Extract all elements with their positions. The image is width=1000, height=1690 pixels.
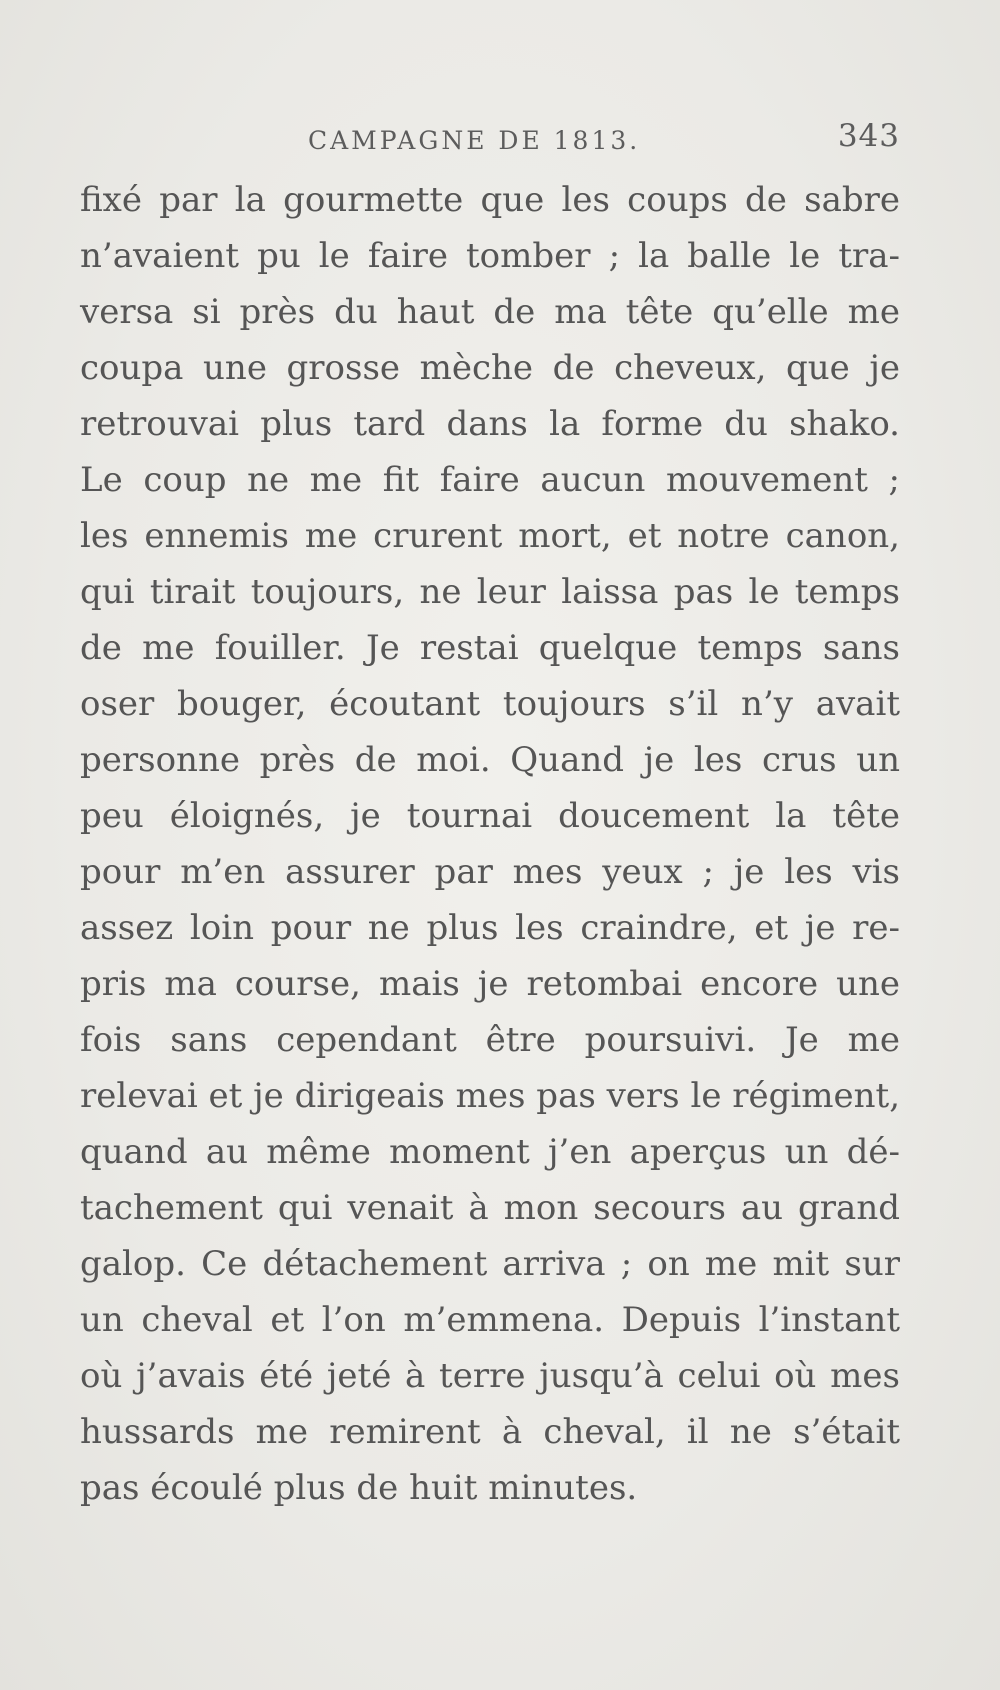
text-line: assez loin pour ne plus les craindre, et je re-	[80, 908, 900, 948]
text-line: de me fouiller. Je restai quelque temps sans	[80, 628, 900, 668]
text-line: hussards me remirent à cheval, il ne s’était	[80, 1412, 900, 1452]
text-line: un cheval et l’on m’emmena. Depuis l’instant	[80, 1300, 900, 1340]
text-line: les ennemis me crurent mort, et notre canon,	[80, 516, 900, 556]
text-line: Le coup ne me fit faire aucun mouvement ;	[80, 460, 900, 500]
text-line-last: pas écoulé plus de huit minutes.	[80, 1468, 638, 1508]
page-number: 343	[837, 118, 900, 154]
body-text	[80, 172, 900, 1516]
text-line: pris ma course, mais je retombai encore une	[80, 964, 900, 1004]
text-line: peu éloignés, je tournai doucement la tête	[80, 796, 900, 836]
text-line: tachement qui venait à mon secours au grand	[80, 1188, 900, 1228]
text-line: qui tirait toujours, ne leur laissa pas le temps	[80, 572, 900, 612]
text-line: coupa une grosse mèche de cheveux, que je	[80, 348, 900, 388]
text-line: versa si près du haut de ma tête qu’elle me	[80, 292, 900, 332]
text-line: retrouvai plus tard dans la forme du shako.	[80, 404, 900, 444]
text-line: n’avaient pu le faire tomber ; la balle le tra-	[80, 236, 900, 276]
text-line: oser bouger, écoutant toujours s’il n’y avait	[80, 684, 900, 724]
text-line: personne près de moi. Quand je les crus un	[80, 740, 900, 780]
text-line: quand au même moment j’en aperçus un dé-	[80, 1132, 900, 1172]
text-line: fois sans cependant être poursuivi. Je me	[80, 1020, 900, 1060]
running-title: CAMPAGNE DE 1813.	[308, 126, 641, 155]
text-line: où j’avais été jeté à terre jusqu’à celui où mes	[80, 1356, 900, 1396]
text-line: pour m’en assurer par mes yeux ; je les vis	[80, 852, 900, 892]
text-line: relevai et je dirigeais mes pas vers le régiment,	[80, 1076, 900, 1116]
running-head	[80, 118, 900, 158]
text-line: galop. Ce détachement arriva ; on me mit sur	[80, 1244, 900, 1284]
text-line: fixé par la gourmette que les coups de sabre	[80, 180, 900, 220]
